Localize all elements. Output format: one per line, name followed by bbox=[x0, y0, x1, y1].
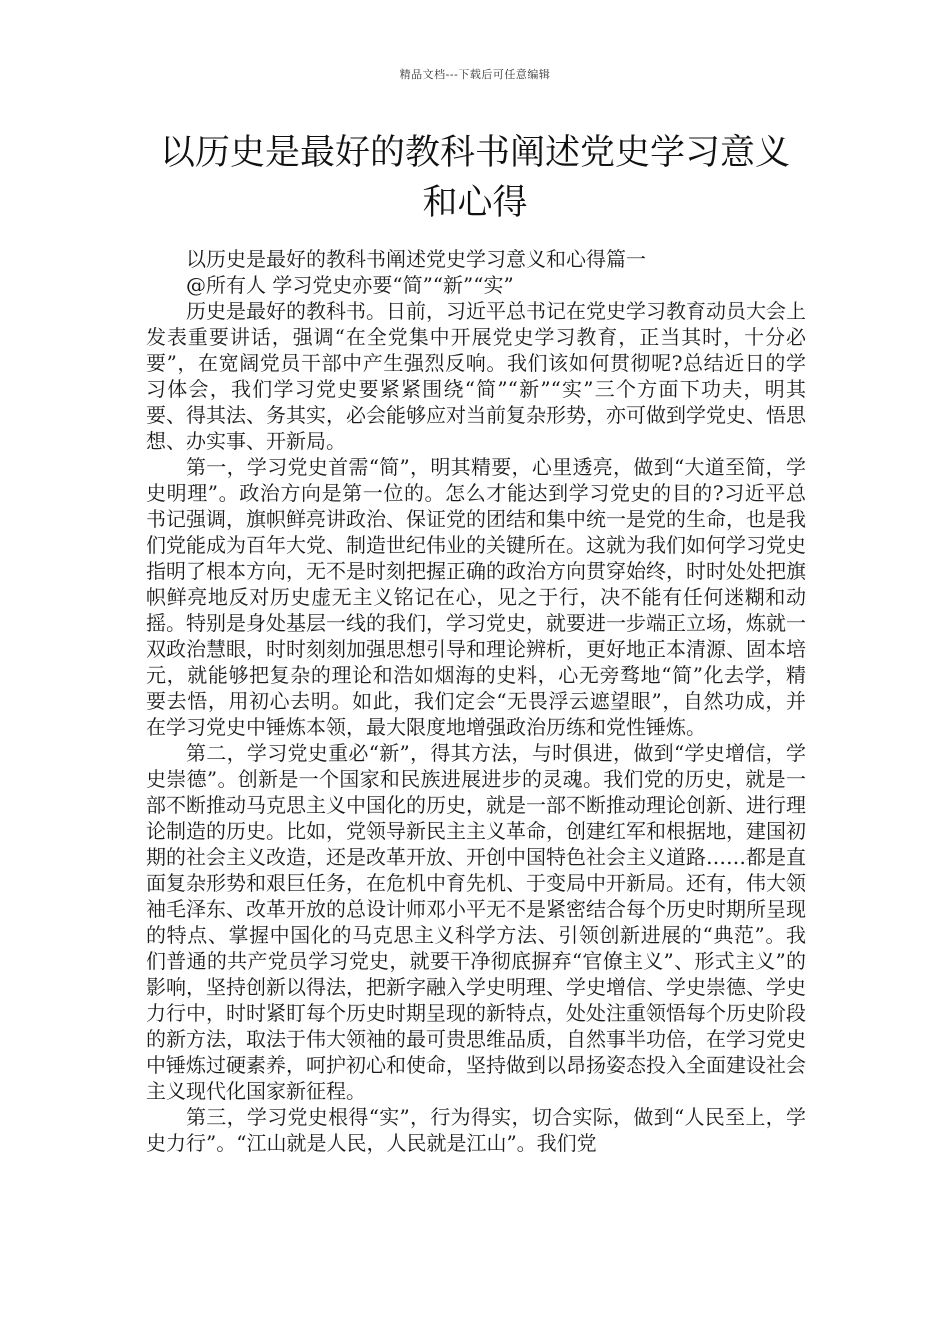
section-tagline: @所有人 学习党史亦要“简”“新”“实” bbox=[186, 273, 514, 297]
paragraph-first-point: 第一，学习党史首需“简”，明其精要，心里透亮，做到“大道至简，学史明理”。政治方向是第一位的。怎么才能达到学习党史的目的?习近平总书记强调，旗帜鲜亮讲政治、保证党的团结和集中统一是党的生命，也是我们党能成为百年大党、制造世纪伟业的关键所在。这就为我们如何学习党史指明了根本方向，无不是时刻把握正确的政治方向贯穿始终，时时处处把旗帜鲜亮地反对历史虚无主义铭记在心，见之于行，决不能有任何迷糊和动摇。特别是身处基层一线的我们，学习党史，就要进一步端正立场，炼就一双政治慧眼，时时刻刻加强思想引导和理论辨析，更好地正本清源、固本培元，就能够把复杂的理论和浩如烟海的史料，心无旁骛地“简”化去学，精要去悟，用初心去明。如此，我们定会“无畏浮云遮望眼”，自然功成，并在学习党史中锤炼本领，最大限度地增强政治历练和党性锤炼。 bbox=[146, 455, 806, 739]
paragraph-second-point: 第二，学习党史重必“新”，得其方法，与时俱进，做到“学史增信，学史崇德”。创新是一个国家和民族进展进步的灵魂。我们党的历史，就是一部不断推动马克思主义中国化的历史，就是一部不断推动理论创新、进行理论制造的历史。比如，党领导新民主主义革命，创建红军和根据地，建国初期的社会主义改造，还是改革开放、开创中国特色社会主义道路……都是直面复杂形势和艰巨任务，在危机中育先机、于变局中开新局。还有，伟大领袖毛泽东、改革开放的总设计师邓小平无不是紧密结合每个历史时期所呈现的特点、掌握中国化的马克思主义科学方法、引领创新进展的“典范”。我们普通的共产党员学习党史，就要干净彻底摒弃“官僚主义”、形式主义”的影响，坚持创新以得法，把新字融入学史明理、学史增信、学史崇德、学史力行中，时时紧盯每个历史时期呈现的新特点，处处注重领悟每个历史阶段的新方法，取法于伟大领袖的最可贵思维品质，自然事半功倍，在学习党史中锤炼过硬素养，呵护初心和使命，坚持做到以昂扬姿态投入全面建设社会主义现代化国家新征程。 bbox=[146, 741, 806, 1103]
document-title: 以历史是最好的教科书阐述党史学习意义和心得 bbox=[159, 133, 790, 223]
paragraph-intro: 历史是最好的教科书。日前，习近平总书记在党史学习教育动员大会上发表重要讲话，强调“在全党集中开展党史学习教育，正当其时，十分必要”，在宽阔党员干部中产生强烈反响。我们该如何贯彻呢?总结近日的学习体会，我们学习党史要紧紧围绕“简”“新”“实”三个方面下功夫，明其要、得其法、务其实，必会能够应对当前复杂形势，亦可做到学党史、悟思想、办实事、开新局。 bbox=[146, 299, 806, 453]
page-header-note: 精品文档---下载后可任意编辑 bbox=[399, 68, 551, 81]
document-body bbox=[146, 246, 806, 1156]
section-subtitle: 以历史是最好的教科书阐述党史学习意义和心得篇一 bbox=[186, 247, 646, 271]
paragraph-third-point: 第三，学习党史根得“实”，行为得实，切合实际，做到“人民至上，学史力行”。“江山就是人民，人民就是江山”。我们党 bbox=[146, 1105, 806, 1155]
